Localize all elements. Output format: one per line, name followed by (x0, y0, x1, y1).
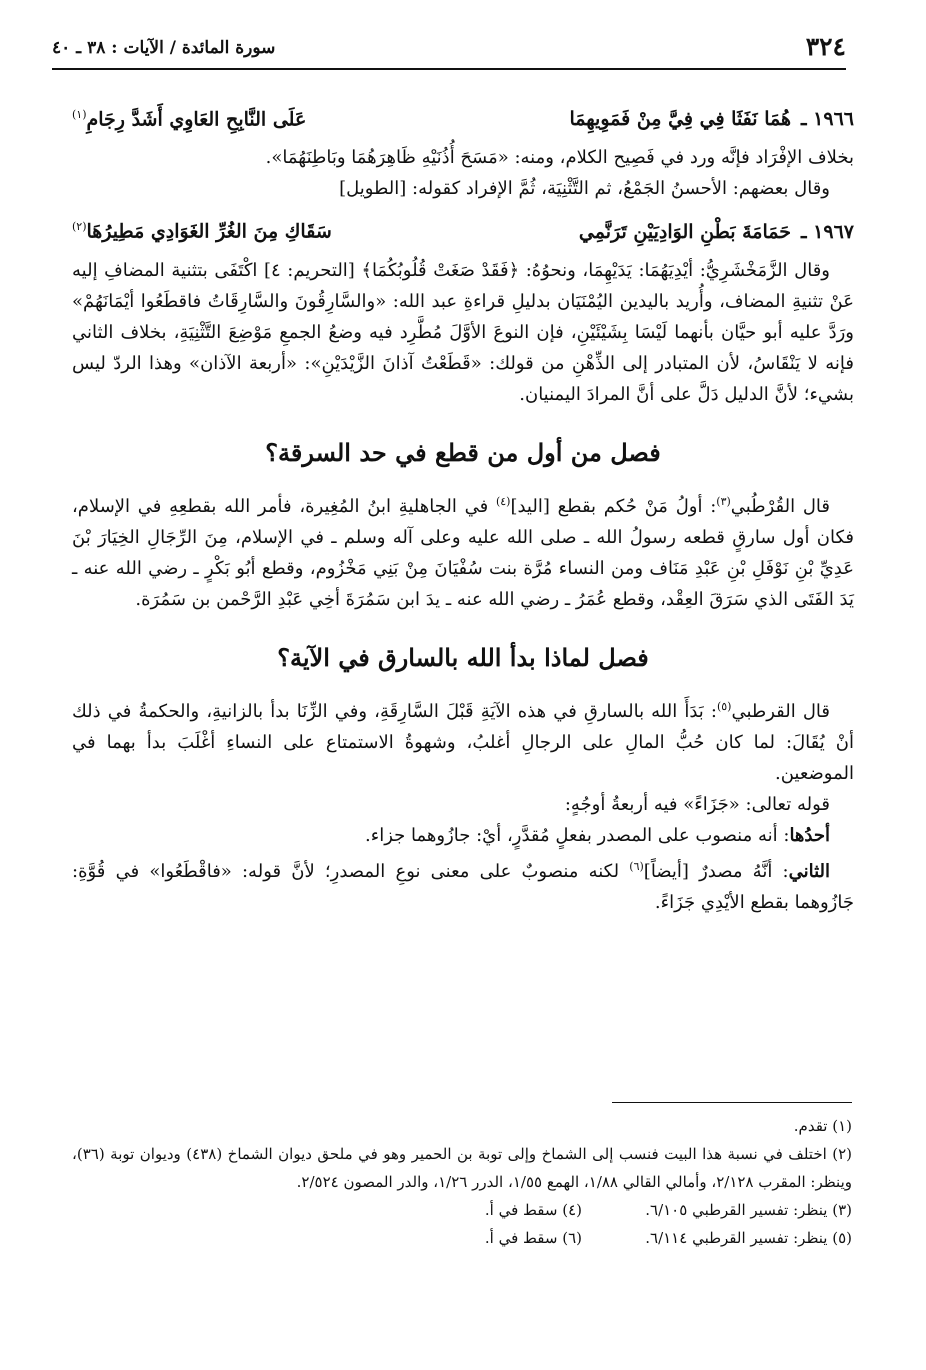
footnote: (١) تقدم. (793, 1117, 852, 1135)
poetry-verse-1966 (72, 98, 854, 136)
footnote-ref: (٥) (716, 699, 732, 713)
footnote-rule (612, 1102, 852, 1103)
paragraph: وقال الزَّمَخْشَرِيُّ: أيْدِيَهُمَا: يَدَيْهِمَا، ونحوُهُ: ﴿فَقَدْ صَغَتْ قُلُوبُكُمَا﴾ [التحريم: ٤] اكْتَفَى بتثنية المضافِ إليه عَنْ تثنيةِ المضاف، وأُريد باليدين اليُمْنَيَان بدليلِ قراءةِ عبد الله: «والسَّارِقُونَ والسَّارِقَاتُ فاقطَعُوا أيْمَانَهُمْ» ورَدَّ عليه أبو حيَّان بأنهما لَيْسَا بِشَيْئَيْنِ، فإن النوعَ الأوَّلَ مُطَّرِد فيه وضعُ الجمعِ مَوْضِعَ التَّثْنِيَةِ، بخلاف الثاني فإنه لا يَنْقَاسُ، لأن المتبادر إلى الذِّهْنِ من قولك: «قَطَعْتُ آذانَ الزَّيْدَيْنِ»: «أربعة الآذان» وهذا الردّ ليس بشيء؛ لأنَّ الدليل دَلَّ على أنَّ المرادَ اليمنيان. (72, 259, 855, 405)
paragraph: قال القرطبي$^{(٥)}$: بَدَأَ الله بالسارقِ في هذه الآيَةِ قَبْلَ السَّارِقَةِ، وفي الزِّنَا بدأ بالزانيةِ، والحكمةُ في ذلك أنْ يُقَالَ: لما كان حُبُّ المالِ على الرجالِ أغلبُ، وشهوةُ الاستمتاع على النساءِ أغْلَبَ بدأ بهما في الموضعين. (72, 699, 854, 784)
paragraph: وقال بعضهم: الأحسنُ الجَمْعُ، ثم التَّثْنِيَة، ثُمَّ الإفراد كقوله: [الطويل] (339, 178, 830, 200)
footnotes (72, 1112, 852, 1252)
page-number: ٣٢٤ (805, 32, 846, 61)
main-text (72, 92, 854, 918)
verse-first-hemistich: هُمَا نَفَثَا فِي فِيَّ مِنْ فَمَوِيهِمَا (569, 108, 791, 131)
header-rule (52, 68, 846, 70)
paragraph: أحدُها: أنه منصوب على المصدر بفعلٍ مُقدَّرٍ، أيْ: جازُوهما جزاء. (365, 824, 830, 846)
page-header (52, 32, 846, 66)
section-heading: فصل لماذا بدأ الله بالسارق في الآية؟ (277, 642, 649, 672)
section-heading: فصل من أول من قطع في حد السرقة؟ (265, 437, 661, 467)
verse-number: ١٩٦٧ ـ (800, 220, 854, 243)
term-label: أحدُها (789, 824, 830, 846)
verse-second-hemistich: عَلَى النَّابِحِ العَاوِي أَشَدَّ رِجَامِ$^{(١)}$ (71, 108, 307, 131)
poetry-verse-1967 (72, 210, 854, 248)
footnote-ref: (٦) (629, 859, 644, 873)
footnote: (٥) ينظر: تفسير القرطبي ٦/١١٤. (645, 1229, 852, 1247)
footnote-ref: (٤) (495, 494, 511, 508)
paragraph: قال القُرْطُبي$^{(٣)}$: أولُ مَنْ حُكم بقطع [اليد]$^{(٤)}$ في الجاهليةِ ابنُ المُغِيرة، فأمر الله بقطعِهِ في الإسلام، فكان أول سارقٍ قطعه رسولُ الله ـ صلى الله عليه وعلى آله وسلم ـ في الإسلام، مِنَ الرِّجَالِ الخِيَارَ بْنَ عَدِيِّ بْنِ نَوْفَلِ بْنِ عَبْدِ مَنَاف ومن النساء مُرَّة بنت سُفْيَانَ مِنْ بَنِي مَخْزُوم، وقطع أبُو بَكْرٍ ـ رضي الله عنه ـ يَدَ الفَتَى الذي سَرَقَ العِقْد، وقطع عُمَرُ ـ رضي الله عنه ـ يدَ ابن سَمُرَةَ أخِي عَبْدِ الرَّحْمن بن سَمُرَة. (72, 494, 854, 610)
footnote-ref: (١) (71, 108, 87, 121)
paragraph: قوله تعالى: «جَزَاءً» فيه أربعةُ أوجُهٍ: (564, 793, 830, 815)
footnote: (٢) اختلف في نسبة هذا البيت فنسب إلى الشماخ وإلى توبة بن الحمير وهو في ملحق ديوان الشماخ (٤٣٨) وديوان توبة (٣٦)، وينظر: المقرب ٢/١٢٨، وأمالي القالي ١/٨٨، الهمع ١/٥٥، الدرر ١/٢٦، والدر المصون ٢/٥٢٤. (72, 1145, 853, 1191)
running-title: سورة المائدة / الآيات : ٣٨ ـ ٤٠ (52, 38, 276, 58)
verse-first-hemistich: حَمَامَةَ بَطْنِ الوَادِيَيْنِ تَرَنَّمِي (578, 220, 791, 243)
footnote-ref: (٢) (71, 220, 87, 234)
paragraph: الثاني: أنَّهُ مصدرٌ [أيضاً]$^{(٦)}$ لكنه منصوبٌ على معنى نوعِ المصدرِ؛ لأنَّ قوله: «فاقْطَعُوا» في قُوَّةِ: جَازُوهما بقطع الأيْدِي جَزَاءً. (72, 859, 854, 913)
verse-second-hemistich: سَقَاكِ مِنَ الغُرِّ الغَوَادِي مَطِيرُهَا$^{(٢)}$ (71, 220, 332, 243)
paragraph: بخلاف الإفْرَاد فإنَّه ورد في فَصِيح الكلام، ومنه: «مَسَحَ أُذُنَيْهِ ظَاهِرَهُمَا وبَاطِنَهُمَا». (265, 147, 854, 169)
footnote: (٣) ينظر: تفسير القرطبي ٦/١٠٥. (645, 1201, 852, 1219)
verse-number: ١٩٦٦ ـ (800, 108, 854, 131)
footnote: (٤) سقط في أ. (484, 1201, 582, 1219)
footnote-row (72, 1196, 852, 1224)
term-label: الثاني (788, 860, 831, 882)
footnote-row (72, 1224, 852, 1252)
footnote-ref: (٣) (716, 494, 731, 508)
footnote: (٦) سقط في أ. (484, 1229, 582, 1247)
